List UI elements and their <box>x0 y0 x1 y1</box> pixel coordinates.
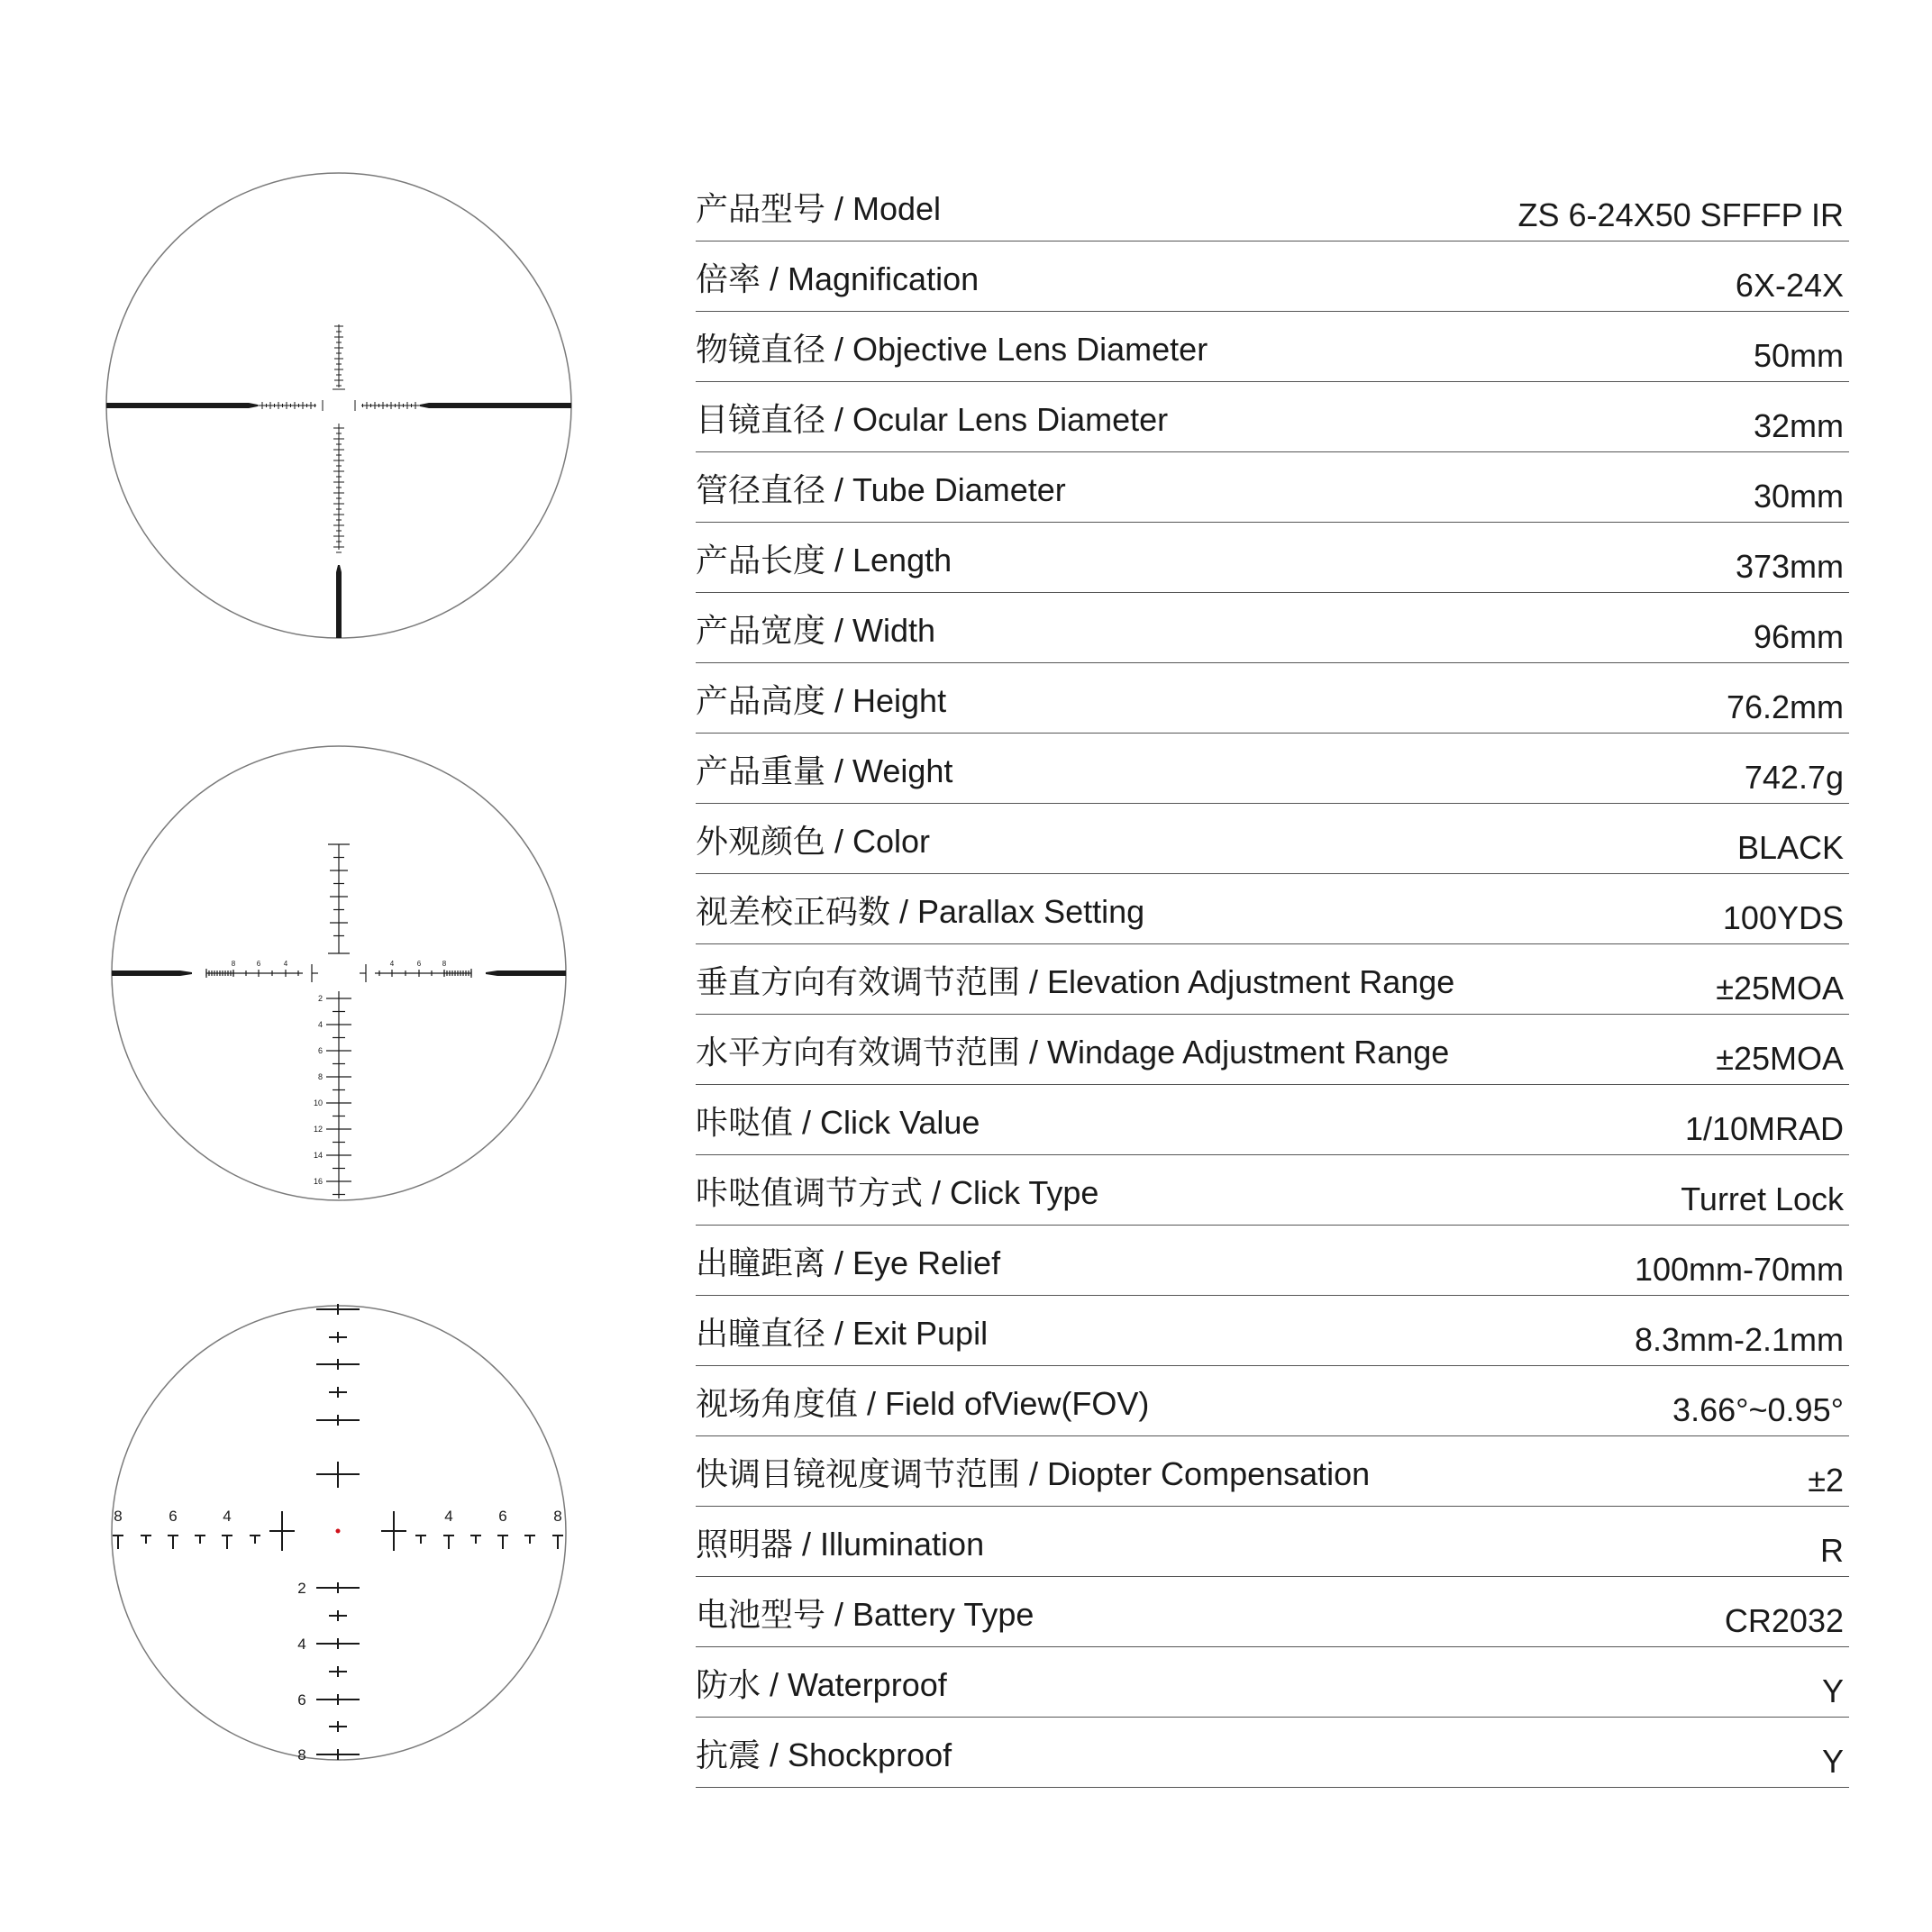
spec-value: Turret Lock <box>1681 1180 1844 1217</box>
tick-label: 8 <box>442 960 447 968</box>
reticle-scale <box>206 844 471 1198</box>
tick-label: 12 <box>313 1125 323 1134</box>
spec-value: 6X-24X <box>1735 267 1844 304</box>
left-post-taper <box>249 403 258 408</box>
right-post-taper <box>420 403 429 408</box>
tick-label: 2 <box>297 1580 306 1597</box>
spec-value: R <box>1820 1532 1844 1569</box>
spec-row-click-type <box>696 1155 1849 1226</box>
spec-row-width <box>696 593 1849 663</box>
spec-value: 96mm <box>1753 618 1844 655</box>
spec-row-elevation-range <box>696 944 1849 1015</box>
right-post-taper <box>486 971 497 976</box>
spec-value: 1/10MRAD <box>1684 1110 1844 1147</box>
spec-value: 76.2mm <box>1726 688 1844 725</box>
spec-label: 出瞳距离 / Eye Relief <box>696 1244 1001 1281</box>
spec-value: 8.3mm-2.1mm <box>1634 1321 1844 1358</box>
spec-label: 视差校正码数 / Parallax Setting <box>696 893 1145 930</box>
tick-label: 4 <box>444 1508 453 1525</box>
spec-label: 倍率 / Magnification <box>696 260 980 297</box>
spec-row-diopter <box>696 1436 1849 1507</box>
spec-label: 抗震 / Shockproof <box>696 1736 952 1773</box>
tick-label: 6 <box>416 960 422 968</box>
spec-label: 快调目镜视度调节范围 / Diopter Compensation <box>696 1455 1371 1492</box>
spec-table <box>696 171 1849 1788</box>
spec-row-parallax <box>696 874 1849 944</box>
spec-row-exit-pupil <box>696 1296 1849 1366</box>
spec-label: 外观颜色 / Color <box>696 823 931 860</box>
tick-label: 4 <box>283 960 288 968</box>
tick-label: 6 <box>317 1046 323 1055</box>
spec-label: 产品高度 / Height <box>696 682 947 719</box>
spec-label: 出瞳直径 / Exit Pupil <box>696 1315 989 1352</box>
spec-value: 373mm <box>1735 548 1844 585</box>
spec-row-battery <box>696 1577 1849 1647</box>
tick-label: 8 <box>114 1508 123 1525</box>
spec-row-length <box>696 523 1849 593</box>
spec-label: 产品长度 / Length <box>696 542 952 579</box>
tick-label: 6 <box>256 960 261 968</box>
spec-row-tube-diameter <box>696 452 1849 523</box>
spec-value: ZS 6-24X50 SFFFP IR <box>1517 196 1844 233</box>
tick-label: 6 <box>297 1691 306 1709</box>
spec-label: 目镜直径 / Ocular Lens Diameter <box>696 401 1169 438</box>
spec-row-magnification <box>696 242 1849 312</box>
tick-label: 8 <box>553 1508 562 1525</box>
spec-label: 物镜直径 / Objective Lens Diameter <box>696 331 1208 368</box>
reticle-low-magnification <box>105 171 573 640</box>
reticle-high-magnification <box>109 1303 569 1763</box>
spec-label: 照明器 / Illumination <box>696 1526 985 1563</box>
tick-label: 2 <box>317 994 323 1003</box>
spec-label: 产品宽度 / Width <box>696 612 936 649</box>
spec-value: CR2032 <box>1724 1602 1844 1639</box>
bottom-thick-post <box>336 572 342 638</box>
left-thick-post <box>112 971 180 976</box>
tick-label: 4 <box>317 1020 323 1029</box>
spec-value: 50mm <box>1753 337 1844 374</box>
right-thick-post <box>429 403 571 408</box>
spec-label: 电池型号 / Battery Type <box>696 1596 1034 1633</box>
right-thick-post <box>497 971 566 976</box>
spec-value: BLACK <box>1736 829 1844 866</box>
spec-label: 管径直径 / Tube Diameter <box>696 471 1066 508</box>
spec-value: 100mm-70mm <box>1634 1251 1844 1288</box>
spec-row-fov <box>696 1366 1849 1436</box>
spec-label: 产品型号 / Model <box>696 190 942 227</box>
spec-label: 视场角度值 / Field ofView(FOV) <box>696 1385 1150 1422</box>
tick-label: 8 <box>297 1746 306 1763</box>
spec-value: Y <box>1821 1672 1844 1709</box>
tick-label: 14 <box>313 1151 323 1160</box>
tick-label: 4 <box>389 960 395 968</box>
spec-value: 30mm <box>1753 478 1844 515</box>
tick-label: 4 <box>297 1636 306 1653</box>
reticle-mid-magnification <box>109 743 569 1203</box>
spec-value: 3.66°~0.95° <box>1672 1391 1844 1428</box>
tick-label: 16 <box>313 1177 323 1186</box>
spec-row-click-value <box>696 1085 1849 1155</box>
spec-value: Y <box>1821 1743 1844 1780</box>
tick-label: 8 <box>317 1072 323 1081</box>
spec-row-eye-relief <box>696 1226 1849 1296</box>
spec-row-height <box>696 663 1849 734</box>
spec-value: 742.7g <box>1744 759 1844 796</box>
spec-row-ocular-lens <box>696 382 1849 452</box>
spec-label: 咔哒值 / Click Value <box>696 1104 980 1141</box>
illuminated-center-dot <box>336 1529 341 1534</box>
tick-label: 10 <box>313 1098 323 1107</box>
spec-row-weight <box>696 734 1849 804</box>
spec-label: 垂直方向有效调节范围 / Elevation Adjustment Range <box>696 963 1455 1000</box>
fine-scale <box>258 324 420 552</box>
spec-row-model <box>696 171 1849 242</box>
spec-value: ±25MOA <box>1716 970 1844 1007</box>
spec-label: 咔哒值调节方式 / Click Type <box>696 1174 1099 1211</box>
tick-label: 4 <box>223 1508 232 1525</box>
spec-label: 产品重量 / Weight <box>696 752 953 789</box>
spec-row-shockproof <box>696 1718 1849 1788</box>
tick-label: 6 <box>498 1508 507 1525</box>
spec-row-waterproof <box>696 1647 1849 1718</box>
spec-value: 100YDS <box>1722 899 1844 936</box>
spec-row-windage-range <box>696 1015 1849 1085</box>
spec-value: ±25MOA <box>1716 1040 1844 1077</box>
spec-row-color <box>696 804 1849 874</box>
bottom-post-taper <box>336 565 342 572</box>
spec-label: 水平方向有效调节范围 / Windage Adjustment Range <box>696 1034 1450 1071</box>
spec-value: 32mm <box>1753 407 1844 444</box>
left-post-taper <box>180 971 192 976</box>
spec-label: 防水 / Waterproof <box>696 1666 947 1703</box>
spec-value: ±2 <box>1808 1462 1844 1499</box>
spec-row-objective-lens <box>696 312 1849 382</box>
spec-row-illumination <box>696 1507 1849 1577</box>
left-thick-post <box>106 403 249 408</box>
tick-label: 6 <box>169 1508 178 1525</box>
tick-label: 8 <box>231 960 236 968</box>
